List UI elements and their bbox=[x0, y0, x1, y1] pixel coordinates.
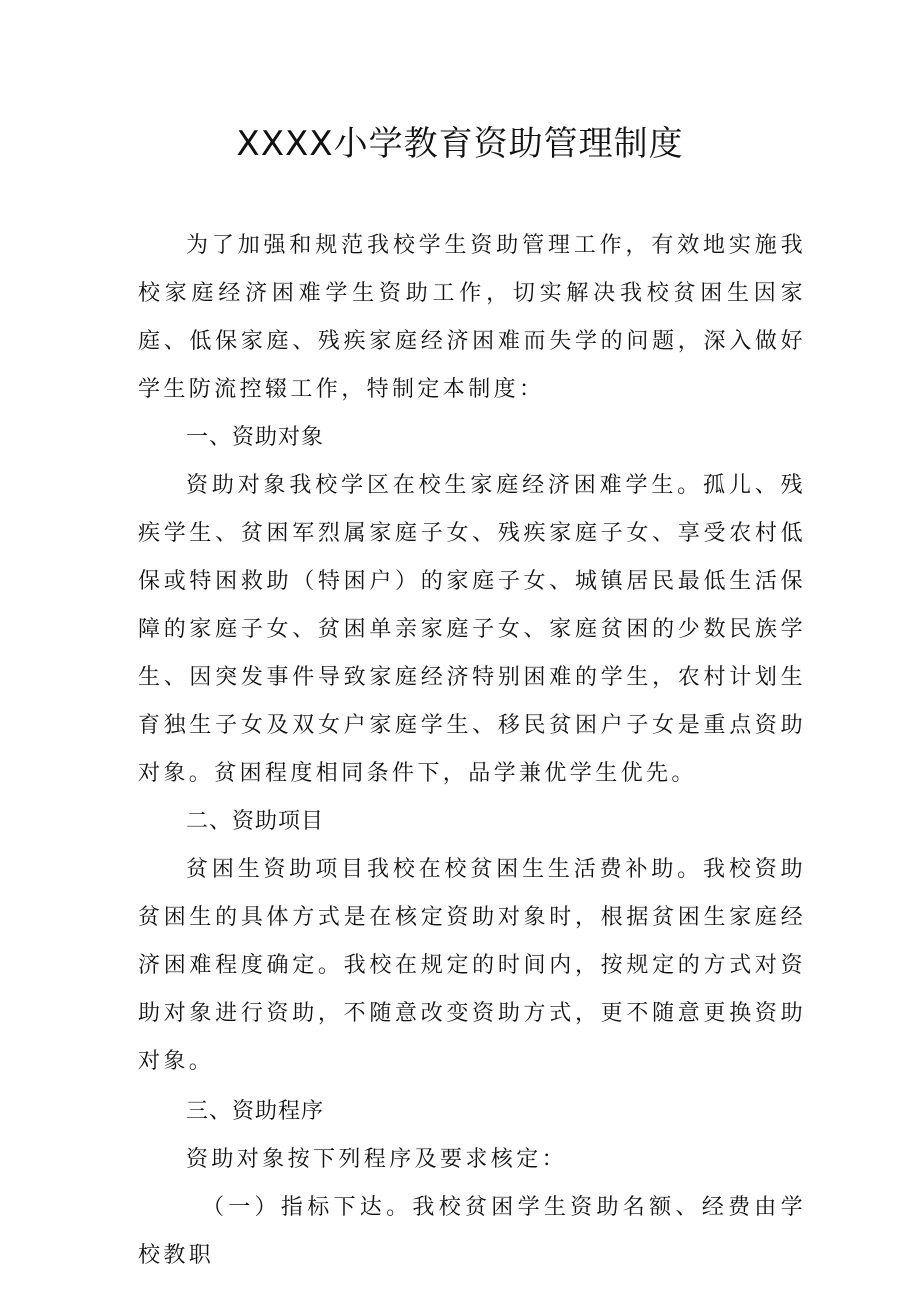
section-body-projects: 贫困生资助项目我校在校贫困生生活费补助。我校资助贫困生的具体方式是在核定资助对象时，根据贫困生家庭经济困难程度确定。我校在规定的时间内，按规定的方式对资助对象进行资助，不随意改变资助方式，更不随意更换资助对象。 bbox=[138, 857, 806, 1074]
intro-paragraph: 为了加强和规范我校学生资助管理工作，有效地实施我校家庭经济困难学生资助工作，切实解决我校贫困生因家庭、低保家庭、残疾家庭经济困难而失学的问题，深入做好学生防流控辍工作，特制定本制度： bbox=[138, 233, 806, 402]
section-body-recipients: 资助对象我校学区在校生家庭经济困难学生。孤儿、残疾学生、贫困军烈属家庭子女、残疾家庭子女、享受农村低保或特困救助（特困户）的家庭子女、城镇居民最低生活保障的家庭子女、贫困单亲家庭子女、家庭贫困的少数民族学生、因突发事件导致家庭经济特别困难的学生，农村计划生育独生子女及双女户家庭学生、移民贫困户子女是重点资助对象。贫困程度相同条件下，品学兼优学生优先。 bbox=[138, 473, 806, 786]
section-body-procedure: 资助对象按下列程序及要求核定： bbox=[186, 1147, 568, 1172]
procedure-item-1: （一）指标下达。我校贫困学生资助名额、经费由学校教职 bbox=[138, 1195, 806, 1268]
document-body bbox=[138, 222, 806, 1280]
document-title: XXXX小学教育资助管理制度 bbox=[236, 124, 684, 164]
section-heading-recipients: 一、资助对象 bbox=[186, 425, 325, 450]
section-heading-projects: 二、资助项目 bbox=[186, 809, 325, 834]
section-heading-procedure: 三、资助程序 bbox=[186, 1099, 325, 1124]
